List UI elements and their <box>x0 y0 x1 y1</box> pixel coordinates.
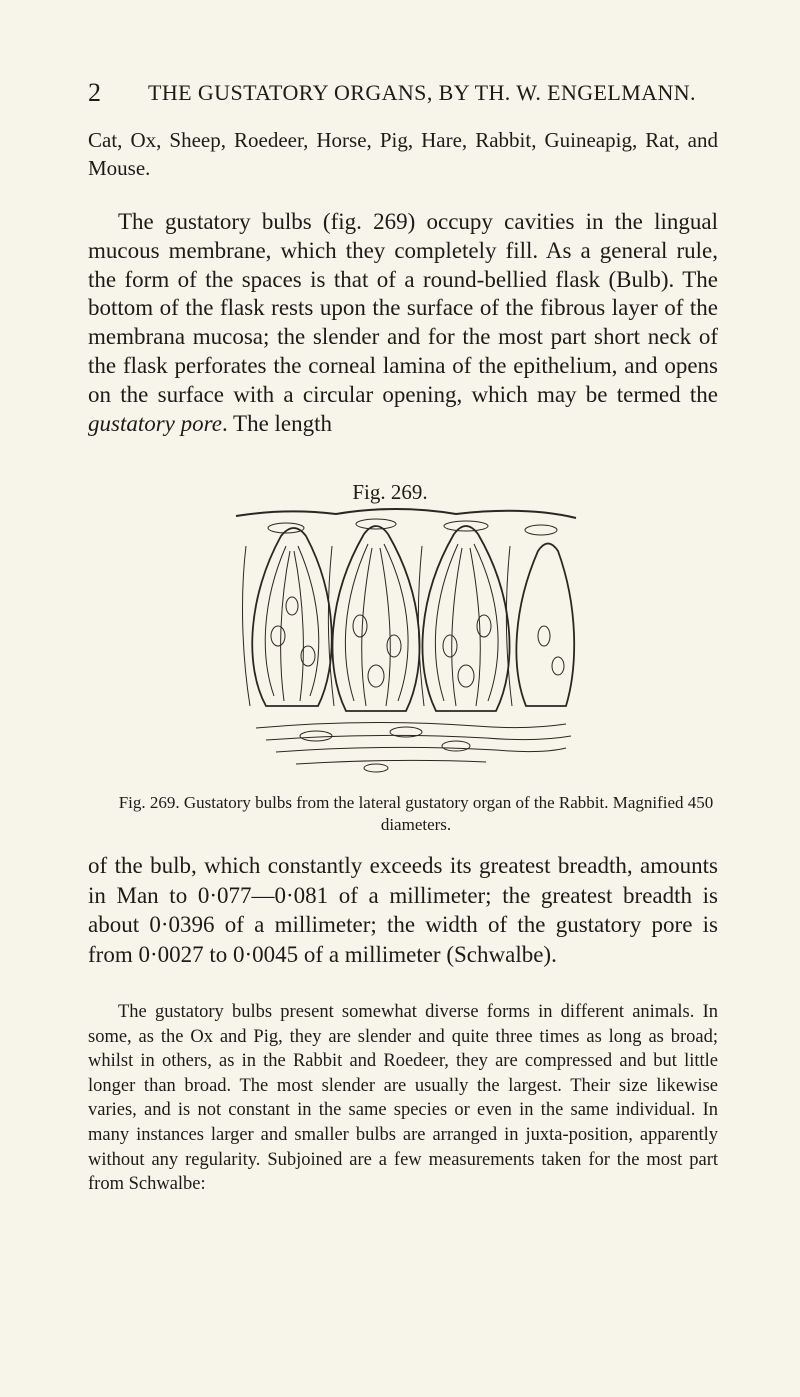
paragraph-bulb-forms: The gustatory bulbs present somewhat diverse forms in different animals. In some, as the Ox and Pig, they are slender and quite three times as long as broad; whilst in others, as in the Rabbit and Roedeer, they are compressed and but little longer than broad. The most slender are usually the largest. Their size likewise varies, and is not constant in the same species or even in the same individual. In many instances larger and smaller bulbs are arranged in juxta-position, apparently without any regularity. Subjoined are a few measurements taken for the most part from Schwalbe: <box>88 1002 718 1195</box>
paragraph-bulb-description <box>88 208 718 438</box>
figure-caption: Fig. 269. Gustatory bulbs from the lateral gustatory organ of the Rabbit. Magnified 450 diameters. <box>118 793 714 834</box>
figure-label: Fig. 269. <box>352 480 428 504</box>
page-number: 2 <box>88 78 102 107</box>
running-title: THE GUSTATORY ORGANS, BY TH. W. ENGELMANN. <box>148 80 696 105</box>
paragraph-text: The gustatory bulbs (fig. 269) occupy cavities in the lingual mucous membrane, which they completely fill. As a general rule, the form of the spaces is that of a round-bellied flask (Bulb). The bottom of the flask rests upon the surface of the fibrous layer of the membrana mucosa; the slender and for the most part short neck of the flask perforates the corneal lamina of the epithelium, and opens on the surface with a circular opening, which may be termed the <box>88 209 718 407</box>
italic-term: gustatory pore <box>88 410 222 436</box>
paragraph-bulb-dimensions: of the bulb, which constantly exceeds its greatest breadth, amounts in Man to 0·077—0·081 of a millimeter; the greatest breadth is about 0·0396 of a millimeter; the width of the gustatory pore is from 0·0027 to 0·0045 of a millimeter (Schwalbe). <box>88 853 718 967</box>
paragraph-text: . The length <box>221 410 333 436</box>
paragraph-animal-list: Cat, Ox, Sheep, Roedeer, Horse, Pig, Hare, Rabbit, Guineapig, Rat, and Mouse. <box>88 128 718 180</box>
histology-illustration <box>226 506 586 784</box>
